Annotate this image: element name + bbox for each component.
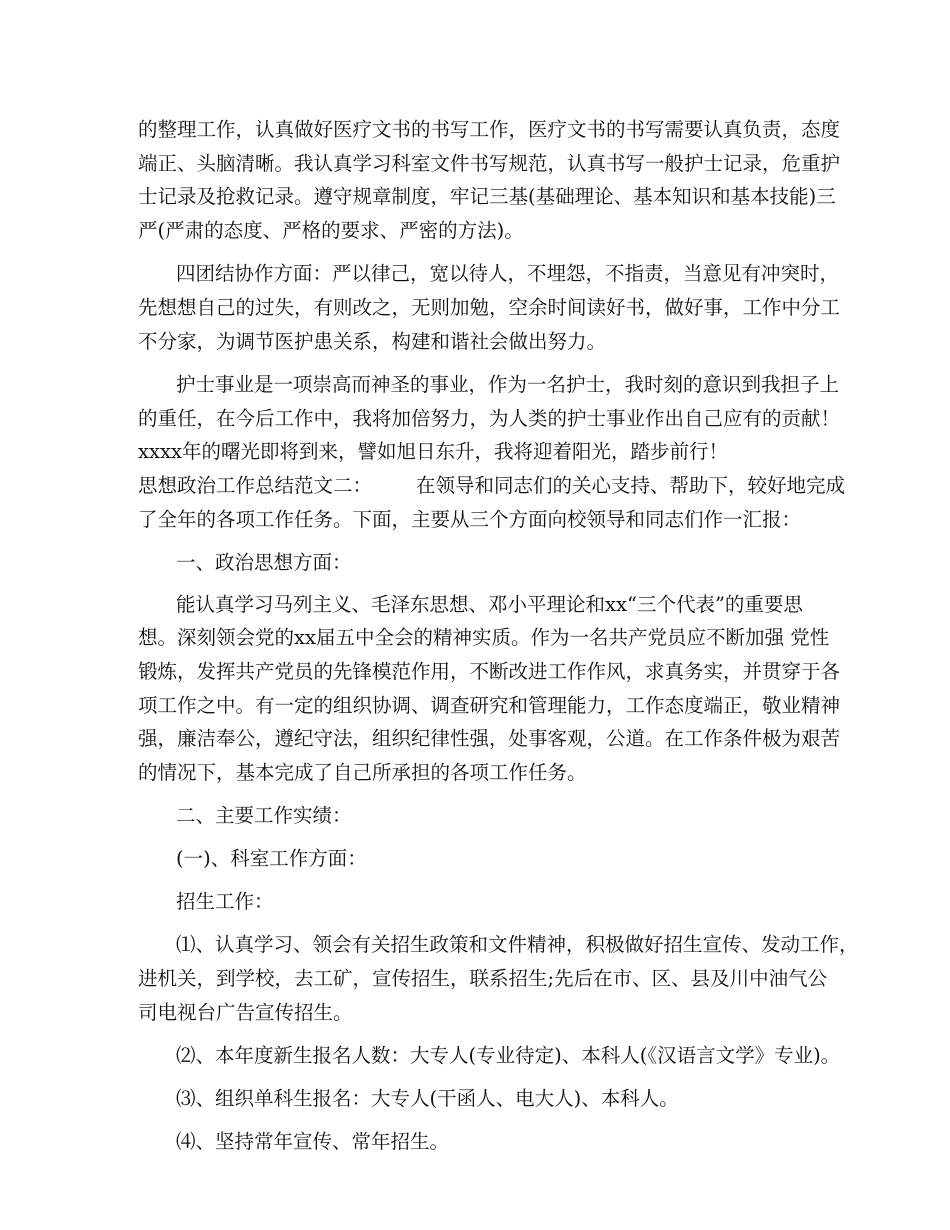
text-line: 的整理工作，认真做好医疗文书的书写工作，医疗文书的书写需要认真负责，态度 xyxy=(138,118,841,141)
paragraph-start-line: 护士事业是一项崇高而神圣的事业，作为一名护士，我时刻的意识到我担子上 xyxy=(176,373,840,396)
section-title: 思想政治工作总结范文二： xyxy=(138,474,373,497)
text-line: 不分家，为调节医护患关系，构建和谐社会做出努力。 xyxy=(138,330,607,353)
heading-line: 二、主要工作实绩： xyxy=(176,804,352,827)
heading-line: 招生工作： xyxy=(176,890,274,913)
list-item: ⑶、组织单科生报名：大专人(干函人、电大人)、本科人。 xyxy=(176,1087,679,1110)
text-line: 先想想自己的过失，有则改之，无则加勉，空余时间读好书，做好事，工作中分工 xyxy=(138,296,841,319)
text-line: 的重任，在今后工作中，我将加倍努力，为人类的护士事业作出自己应有的贡献！ xyxy=(138,407,841,430)
text-line: 的情况下，基本完成了自己所承担的各项工作任务。 xyxy=(138,761,587,784)
text-line: 强，廉洁奉公，遵纪守法，组织纪律性强，处事客观，公道。在工作条件极为艰苦 xyxy=(138,727,841,750)
heading-line: (一)、科室工作方面： xyxy=(176,847,367,870)
list-item: ⑵、本年度新生报名人数：大专人(专业待定)、本科人(《汉语言文学》专业)。 xyxy=(176,1044,841,1067)
text-line: 了全年的各项工作任务。下面，主要从三个方面向校领导和同志们作一汇报： xyxy=(138,508,802,531)
text-line: 端正、头脑清晰。我认真学习科室文件书写规范，认真书写一般护士记录，危重护 xyxy=(138,152,841,175)
text-line: 严(严肃的态度、严格的要求、严密的方法)。 xyxy=(138,219,524,242)
section-heading-line xyxy=(138,469,845,503)
paragraph-start-line: 四团结协作方面：严以律己，宽以待人，不埋怨，不指责，当意见有冲突时， xyxy=(176,262,840,285)
paragraph-start-line: 能认真学习马列主义、毛泽东思想、邓小平理论和xx“三个代表”的重要思 xyxy=(176,593,803,616)
text-line: xxxx年的曙光即将到来，譬如旭日东升，我将迎着阳光，踏步前行！ xyxy=(138,440,728,463)
text-line: 锻炼，发挥共产党员的先锋模范作用，不断改进工作作风，求真务实，并贯穿于各 xyxy=(138,660,841,683)
section-intro-text: 在领导和同志们的关心支持、帮助下，较好地完成 xyxy=(416,474,846,497)
text-line: 进机关，到学校，去工矿，宣传招生，联系招生;先后在市、区、县及川中油气公 xyxy=(138,967,828,990)
text-line: 司电视台广告宣传招生。 xyxy=(138,1001,353,1024)
text-line: 项工作之中。有一定的组织协调、调查研究和管理能力，工作态度端正，敬业精神 xyxy=(138,694,841,717)
list-item: ⑷、坚持常年宣传、常年招生。 xyxy=(176,1130,450,1153)
heading-line: 一、政治思想方面： xyxy=(176,551,352,574)
list-item: ⑴、认真学习、领会有关招生政策和文件精神，积极做好招生宣传、发动工作， xyxy=(176,933,859,956)
text-line: 士记录及抢救记录。遵守规章制度，牢记三基(基础理论、基本知识和基本技能)三 xyxy=(138,185,836,208)
text-line: 想。深刻领会党的xx届五中全会的精神实质。作为一名共产党员应不断加强 党性 xyxy=(138,626,830,649)
